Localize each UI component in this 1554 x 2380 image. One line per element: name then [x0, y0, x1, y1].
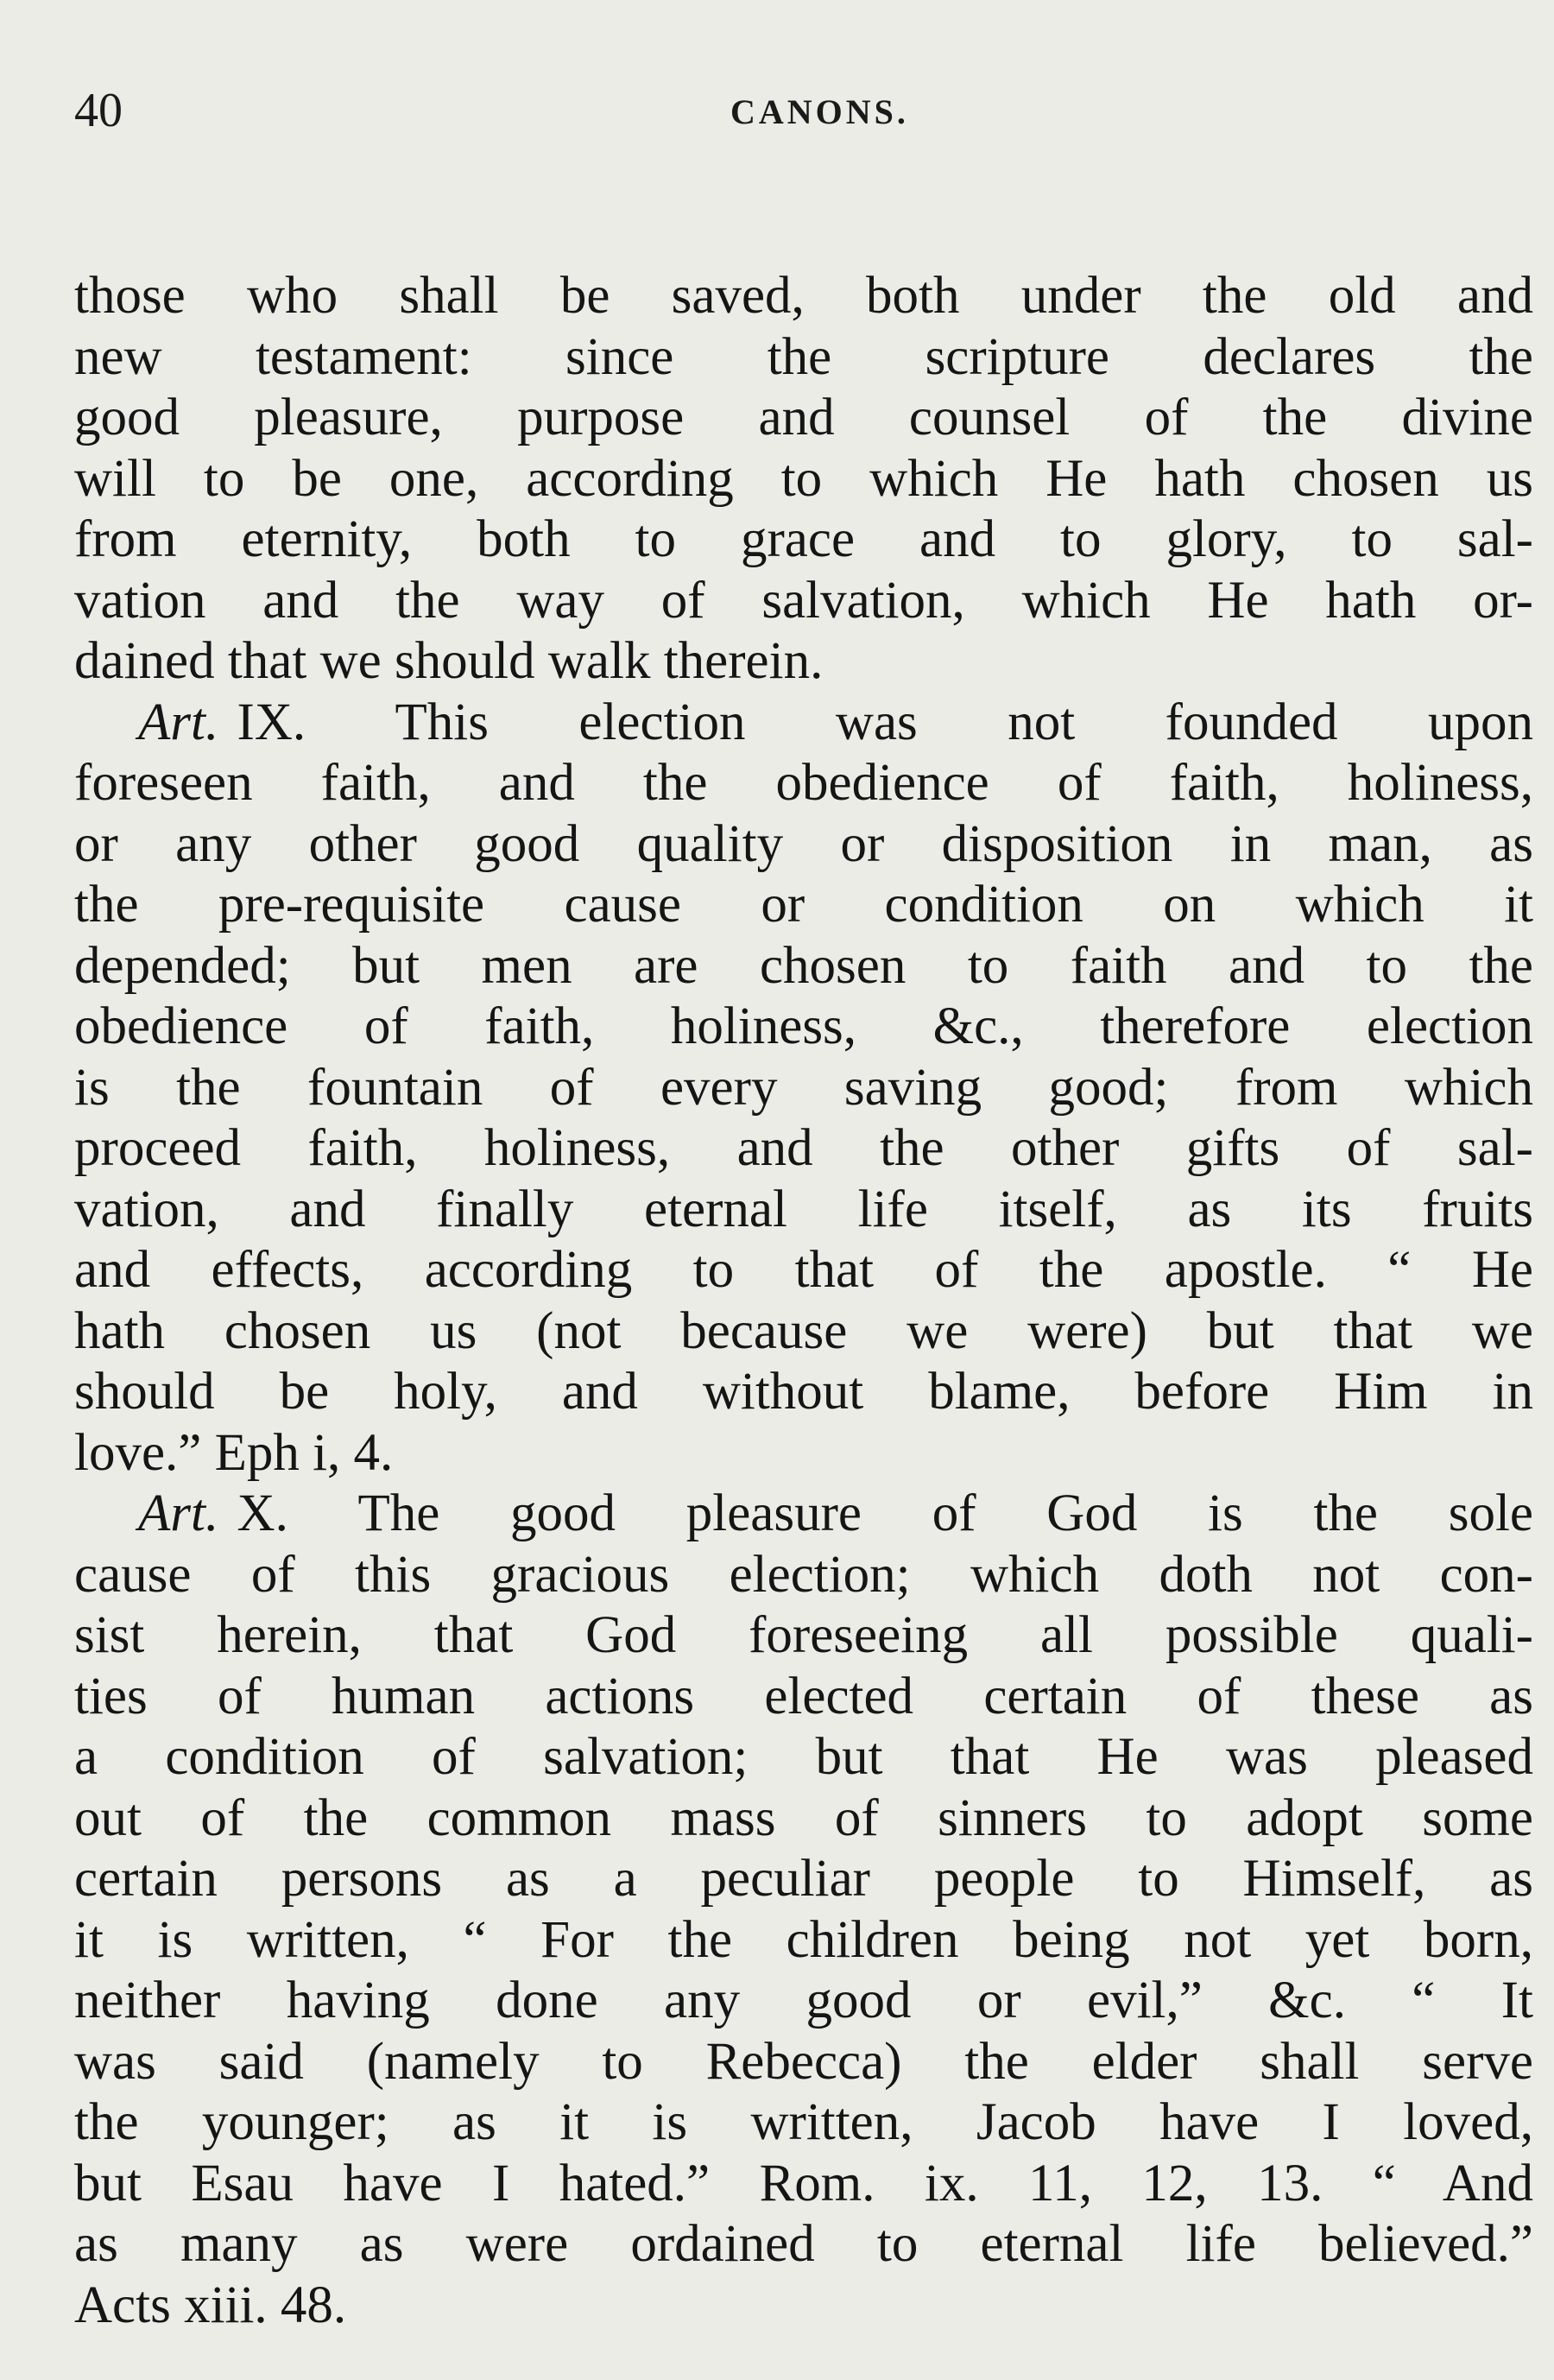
article-ix-body — [74, 753, 1533, 1484]
text-line: obedience of faith, holiness, &c., therefore election — [74, 997, 1533, 1055]
text-line: or any other good quality or disposition in man, as — [74, 814, 1533, 873]
text-line: is the fountain of every saving good; from which — [74, 1058, 1533, 1117]
text-line: certain persons as a peculiar people to Himself, as — [74, 1850, 1533, 1908]
article-x — [74, 1484, 1533, 2336]
body-text — [74, 266, 1533, 2336]
text-line: cause of this gracious election; which doth not con- — [74, 1545, 1533, 1604]
text-line: the younger; as it is written, Jacob have I loved, — [74, 2093, 1533, 2151]
text-line: love.” Eph i, 4. — [74, 1423, 394, 1482]
text-line: those who shall be saved, both under the old and — [74, 267, 1533, 325]
text-line: depended; but men are chosen to faith and to the — [74, 936, 1533, 995]
text-line: but Esau have I hated.” Rom. ix. 11, 12, 13. “ And — [74, 2154, 1533, 2212]
text-line: proceed faith, holiness, and the other gifts of sal- — [74, 1119, 1533, 1177]
text-line: vation, and finally eternal life itself, as its fruits — [74, 1180, 1533, 1238]
page-header — [74, 76, 1533, 145]
text-line: ties of human actions elected certain of these as — [74, 1667, 1533, 1725]
article-ix-first-line — [74, 693, 1533, 754]
text-line: should be holy, and without blame, before Him in — [74, 1363, 1533, 1421]
article-ix — [74, 693, 1533, 1484]
text-line: neither having done any good or evil,” &c. “ It — [74, 1972, 1533, 2029]
article-ix-label: Art. — [138, 693, 219, 751]
text-line: vation and the way of salvation, which He hath or- — [74, 571, 1533, 630]
text-line: dained that we should walk therein. — [74, 632, 824, 690]
article-x-first-line — [74, 1484, 1533, 1545]
text-line: it is written, “ For the children being not yet born, — [74, 1910, 1533, 1969]
article-x-first-text: X. The good pleasure of God is the sole — [237, 1484, 1533, 1542]
text-line: Acts xiii. 48. — [74, 2276, 347, 2334]
text-line: new testament: since the scripture declares the — [74, 327, 1533, 386]
text-line: good pleasure, purpose and counsel of the divine — [74, 389, 1533, 446]
text-line: hath chosen us (not because we were) but that we — [74, 1301, 1533, 1360]
article-x-label: Art. — [138, 1484, 219, 1542]
intro-paragraph — [74, 266, 1533, 693]
text-line: was said (namely to Rebecca) the elder shall serve — [74, 2032, 1533, 2091]
text-line: will to be one, according to which He hath chosen us — [74, 449, 1533, 508]
text-line: out of the common mass of sinners to adopt some — [74, 1788, 1533, 1847]
page-number: 40 — [74, 84, 123, 137]
running-head: CANONS. — [730, 92, 909, 131]
text-line: sist herein, that God foreseeing all possible quali- — [74, 1606, 1533, 1664]
text-line: a condition of salvation; but that He was pleased — [74, 1728, 1533, 1786]
text-line: as many as were ordained to eternal life believed.” — [74, 2215, 1533, 2273]
text-line: the pre-requisite cause or condition on which it — [74, 876, 1533, 934]
article-ix-first-text: IX. This election was not founded upon — [237, 693, 1533, 751]
text-line: foreseen faith, and the obedience of faith, holiness, — [74, 754, 1533, 812]
article-x-body — [74, 1545, 1533, 2337]
text-line: and effects, according to that of the apostle. “ He — [74, 1241, 1533, 1299]
text-line: from eternity, both to grace and to glory, to sal- — [74, 510, 1533, 568]
